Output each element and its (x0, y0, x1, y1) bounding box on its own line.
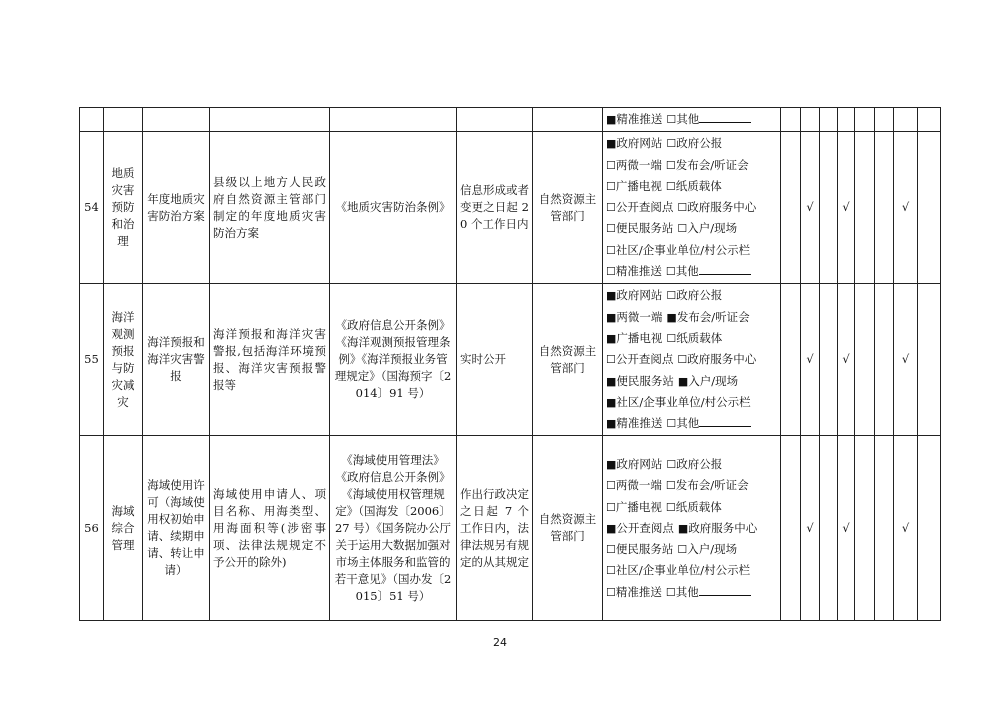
channel-line (606, 285, 777, 306)
basis-cell: 《地质灾害防治条例》 (330, 132, 457, 284)
check-cell: √ (801, 284, 820, 436)
checked-box-icon: ■ (606, 521, 617, 535)
department-cell: 自然资源主管部门 (533, 436, 603, 621)
check-cell (875, 284, 894, 436)
checked-box-icon: ■ (606, 310, 617, 324)
channel-option-label: 其他 (676, 112, 700, 126)
check-cell (838, 108, 855, 132)
check-cell: √ (894, 132, 918, 284)
fill-in-blank (699, 111, 751, 123)
channel-option-label: 入户/现场 (687, 542, 738, 557)
channel-line (606, 261, 777, 282)
unchecked-box-icon: ☐ (666, 457, 677, 471)
item-cell: 年度地质灾害防治方案 (143, 132, 210, 284)
item-cell: 海域使用许可（海域使用权初始申请、续期申请、转让申请） (143, 436, 210, 621)
channel-option-label: 精准推送 (616, 112, 663, 126)
channels-cell (603, 108, 781, 132)
unchecked-box-icon: ☐ (606, 479, 616, 493)
channel-option-label: 公开查阅点 (616, 520, 674, 535)
department-cell: 自然资源主管部门 (533, 132, 603, 284)
check-cell (875, 436, 894, 621)
channel-option-label: 广播电视 (616, 330, 663, 345)
check-cell (781, 108, 801, 132)
channel-option-label: 社区/企事业单位/村公示栏 (615, 242, 751, 257)
channel-option-label: 发布会/听证会 (676, 309, 750, 324)
check-cell (918, 108, 941, 132)
channel-option-label: 纸质载体 (675, 178, 722, 193)
checked-box-icon: ■ (666, 310, 677, 324)
channel-line (606, 539, 777, 560)
channel-line (606, 109, 777, 130)
channel-option-label: 其他 (675, 584, 699, 599)
unchecked-box-icon: ☐ (677, 543, 688, 557)
unchecked-box-icon: ☐ (666, 331, 677, 345)
check-cell (820, 108, 838, 132)
unchecked-box-icon: ☐ (606, 500, 616, 514)
check-cell (894, 108, 918, 132)
unchecked-box-icon: ☐ (666, 417, 677, 431)
checked-box-icon: ■ (606, 113, 617, 126)
channel-option-label: 公开查阅点 (615, 200, 674, 215)
channel-line (606, 155, 777, 176)
channel-option-label: 入户/现场 (688, 373, 739, 388)
checked-box-icon: ■ (606, 137, 617, 151)
channel-option-label: 政府网站 (616, 288, 663, 303)
table-row (80, 132, 941, 284)
basis-cell: 《政府信息公开条例》《海洋观测预报管理条例》《海洋预报业务管理规定》（国海预字〔2014〕91 号） (330, 284, 457, 436)
fill-in-blank (699, 263, 751, 275)
checked-box-icon: ■ (606, 374, 617, 388)
row-number: 55 (80, 284, 104, 436)
channel-line (606, 218, 777, 239)
channel-line (606, 240, 777, 261)
fill-in-blank (699, 584, 751, 596)
channel-line (606, 349, 777, 370)
unchecked-box-icon: ☐ (606, 179, 616, 193)
check-cell: √ (894, 436, 918, 621)
category-cell: 海域综合管理 (104, 436, 143, 621)
channel-option-label: 便民服务站 (615, 542, 674, 557)
row-number: 54 (80, 132, 104, 284)
channel-line (606, 413, 777, 434)
unchecked-box-icon: ☐ (606, 353, 616, 367)
time-limit-cell: 信息形成或者变更之日起 20 个工作日内 (457, 132, 533, 284)
disclosure-table (79, 107, 941, 621)
unchecked-box-icon: ☐ (666, 113, 677, 126)
channel-option-label: 广播电视 (615, 178, 662, 193)
check-cell: √ (801, 436, 820, 621)
channel-line (606, 176, 777, 197)
check-cell (801, 108, 820, 132)
checked-box-icon: ■ (606, 457, 617, 471)
channel-line (606, 518, 777, 539)
channels-cell (603, 436, 781, 621)
channel-option-label: 政府公报 (676, 456, 723, 471)
channel-option-label: 社区/企事业单位/村公示栏 (615, 563, 751, 578)
channel-option-label: 两微一端 (615, 478, 662, 493)
category-cell (104, 108, 143, 132)
check-cell: √ (838, 284, 855, 436)
channel-option-label: 两微一端 (616, 309, 663, 324)
page-number: 24 (493, 636, 507, 649)
table-row (80, 284, 941, 436)
unchecked-box-icon: ☐ (677, 222, 688, 236)
checked-box-icon: ■ (606, 289, 617, 303)
channel-line (606, 475, 777, 496)
check-cell (855, 132, 875, 284)
channel-option-label: 公开查阅点 (615, 352, 674, 367)
channel-line (606, 582, 777, 603)
unchecked-box-icon: ☐ (665, 500, 676, 514)
channel-option-label: 政府服务中心 (688, 520, 758, 535)
checked-box-icon: ■ (606, 331, 617, 345)
unchecked-box-icon: ☐ (665, 265, 676, 279)
checked-box-icon: ■ (606, 417, 617, 431)
channel-option-label: 其他 (675, 264, 699, 279)
check-cell (820, 284, 838, 436)
check-cell (820, 132, 838, 284)
check-cell (875, 132, 894, 284)
channels-cell (603, 132, 781, 284)
table-row (80, 436, 941, 621)
unchecked-box-icon: ☐ (677, 353, 688, 367)
unchecked-box-icon: ☐ (606, 158, 616, 172)
check-cell (855, 284, 875, 436)
channel-option-label: 政府服务中心 (687, 200, 757, 215)
unchecked-box-icon: ☐ (606, 585, 616, 599)
check-cell (781, 132, 801, 284)
basis-cell: 《海域使用管理法》《政府信息公开条例》《海域使用权管理规定》（国海发〔2006〕27 号）《国务院办公厅关于运用大数据加强对市场主体服务和监管的若干意见》（国办发〔2015〕51 号） (330, 436, 457, 621)
channel-option-label: 政府服务中心 (687, 352, 757, 367)
check-cell (820, 436, 838, 621)
checked-box-icon: ■ (677, 374, 689, 388)
check-cell (875, 108, 894, 132)
unchecked-box-icon: ☐ (665, 158, 676, 172)
unchecked-box-icon: ☐ (665, 179, 676, 193)
channel-option-label: 精准推送 (615, 584, 662, 599)
channel-line (606, 307, 777, 328)
channel-option-label: 纸质载体 (675, 499, 722, 514)
basis-cell (330, 108, 457, 132)
channel-option-label: 广播电视 (615, 499, 662, 514)
check-cell (855, 108, 875, 132)
channel-option-label: 便民服务站 (615, 221, 674, 236)
channel-line (606, 371, 777, 392)
unchecked-box-icon: ☐ (665, 585, 676, 599)
time-limit-cell: 作出行政决定之日起 7 个工作日内，法律法规另有规定的从其规定 (457, 436, 533, 621)
channel-line (606, 560, 777, 581)
check-cell: √ (894, 284, 918, 436)
category-cell: 地质灾害预防和治理 (104, 132, 143, 284)
fill-in-blank (699, 415, 751, 427)
channel-line (606, 454, 777, 475)
time-limit-cell (457, 108, 533, 132)
check-cell (918, 284, 941, 436)
unchecked-box-icon: ☐ (606, 201, 616, 215)
check-cell (918, 436, 941, 621)
unchecked-box-icon: ☐ (677, 201, 688, 215)
channel-option-label: 精准推送 (616, 416, 663, 431)
time-limit-cell: 实时公开 (457, 284, 533, 436)
content-cell: 海洋预报和海洋灾害警报,包括海洋环境预报、海洋灾害预报警报等 (210, 284, 330, 436)
channel-option-label: 精准推送 (615, 264, 662, 279)
unchecked-box-icon: ☐ (666, 289, 677, 303)
check-cell (781, 284, 801, 436)
unchecked-box-icon: ☐ (606, 543, 616, 557)
channels-cell (603, 284, 781, 436)
unchecked-box-icon: ☐ (606, 243, 616, 257)
channel-line (606, 197, 777, 218)
channel-option-label: 政府公报 (676, 136, 723, 151)
unchecked-box-icon: ☐ (606, 564, 616, 578)
channel-option-label: 发布会/听证会 (675, 478, 749, 493)
check-cell (918, 132, 941, 284)
channel-option-label: 其他 (676, 416, 700, 431)
channel-line (606, 328, 777, 349)
channel-line (606, 497, 777, 518)
channel-option-label: 便民服务站 (616, 373, 674, 388)
unchecked-box-icon: ☐ (665, 479, 676, 493)
check-cell: √ (838, 132, 855, 284)
content-cell: 县级以上地方人民政府自然资源主管部门制定的年度地质灾害防治方案 (210, 132, 330, 284)
item-cell: 海洋预报和海洋灾害警报 (143, 284, 210, 436)
category-cell: 海洋观测预报与防灾减灾 (104, 284, 143, 436)
check-cell: √ (801, 132, 820, 284)
checked-box-icon: ■ (606, 395, 617, 409)
check-cell: √ (838, 436, 855, 621)
item-cell (143, 108, 210, 132)
content-cell (210, 108, 330, 132)
unchecked-box-icon: ☐ (666, 137, 677, 151)
check-cell (855, 436, 875, 621)
channel-option-label: 入户/现场 (687, 221, 738, 236)
unchecked-box-icon: ☐ (606, 222, 616, 236)
checked-box-icon: ■ (677, 521, 689, 535)
channel-option-label: 政府网站 (616, 136, 663, 151)
row-number: 56 (80, 436, 104, 621)
channel-option-label: 纸质载体 (676, 330, 723, 345)
channel-line (606, 133, 777, 154)
department-cell (533, 108, 603, 132)
channel-option-label: 发布会/听证会 (675, 157, 749, 172)
channel-option-label: 政府公报 (676, 288, 723, 303)
channel-line (606, 392, 777, 413)
channel-option-label: 两微一端 (615, 157, 662, 172)
row-number (80, 108, 104, 132)
table-row (80, 108, 941, 132)
channel-option-label: 政府网站 (616, 456, 663, 471)
unchecked-box-icon: ☐ (606, 265, 616, 279)
content-cell: 海域使用申请人、项目名称、用海类型、用海面积等(涉密事项、法律法规规定不予公开的除外) (210, 436, 330, 621)
check-cell (781, 436, 801, 621)
channel-option-label: 社区/企事业单位/村公示栏 (616, 394, 751, 409)
department-cell: 自然资源主管部门 (533, 284, 603, 436)
